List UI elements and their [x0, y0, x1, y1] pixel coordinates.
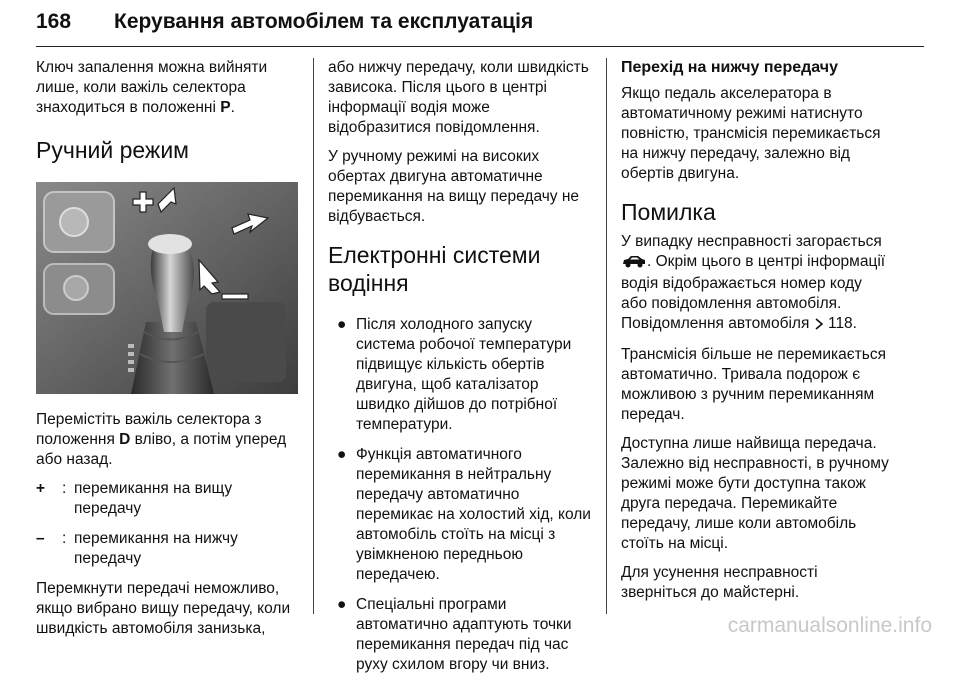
electronic-systems-list [328, 315, 592, 675]
downshift-definition: – : перемикання на нижчу передачу [36, 529, 300, 569]
kickdown-paragraph: Якщо педаль акселератора в автоматичному режимі натиснуто повністю, трансмісія перемикається на нижчу передачу, залежно від обертів двигуна. [621, 85, 881, 182]
high-rpm-paragraph: У ручному режимі на високих обертах двигуна автоматичне перемикання на вищу передачу не відбувається. [328, 148, 580, 225]
fault-paragraph: У випадку несправності загорається . Окрім цього в центрі інформації водія відображається номер коду або повідомлення автомобіля. Повідомлення автомобіля 118. [621, 232, 891, 336]
page-header [36, 6, 924, 47]
page-reference-icon [814, 316, 824, 336]
gear-selector-illustration [36, 182, 298, 394]
kickdown-heading: Перехід на нижчу передачу [621, 59, 838, 76]
plus-symbol: + [36, 480, 46, 497]
column-divider [313, 58, 314, 614]
list-item: ● Спеціальні програми автоматично адаптують точки перемикання передач під час руху схилом вгору чи вниз. [337, 596, 572, 673]
workshop-paragraph: Для усунення несправності зверніться до майстерні. [621, 564, 818, 601]
gear-selector-photo [36, 182, 298, 394]
column-right [621, 58, 891, 612]
downshift-text: перемикання на нижчу передачу [74, 530, 238, 567]
car-fault-icon [621, 254, 647, 274]
column-divider [606, 58, 607, 614]
fault-heading: Помилка [621, 199, 716, 225]
highest-gear-paragraph: Доступна лише найвища передача. Залежно від несправності, в ручному режимі може бути доступна також друга передача. Перемикайте передачу, лише коли автомобіль стоїть на місці. [621, 435, 889, 552]
page-number: 168 [36, 10, 72, 33]
column-left [36, 58, 300, 648]
minus-symbol: – [36, 530, 45, 547]
move-selector-paragraph: Перемістіть важіль селектора з положення D вліво, а потім уперед або назад. [36, 411, 287, 468]
list-item: ● Функція автоматичного перемикання в нейтральну передачу автоматично перемикає на холостий хід, коли автомобіль стоїть на місці з увімкненою передньою передачею. [337, 446, 591, 583]
column-middle [328, 58, 592, 685]
ignition-key-paragraph: Ключ запалення можна вийняти лише, коли важіль селектора знаходиться в положенні P. [36, 59, 268, 116]
upshift-definition: + : перемикання на вищу передачу [36, 479, 300, 519]
page-title: Керування автомобілем та експлуатація [114, 10, 534, 33]
list-item: ● Після холодного запуску система робочої температури підвищує кількість обертів двигуна, щоб каталізатор швидко дійшов до потрібної температури. [337, 316, 572, 433]
no-auto-shift-paragraph: Трансмісія більше не перемикається автоматично. Тривала подорож є можливою з ручним перемиканням передач. [621, 346, 886, 423]
shift-restriction-paragraph: Перемкнути передачі неможливо, якщо вибрано вищу передачу, коли швидкість автомобіля занизька, [36, 580, 291, 637]
shift-restriction-continued: або нижчу передачу, коли швидкість зависока. Після цього в центрі інформації водія може відобразитися повідомлення. [328, 59, 589, 136]
manual-mode-heading: Ручний режим [36, 137, 189, 163]
upshift-text: перемикання на вищу передачу [74, 480, 233, 517]
watermark: carmanualsonline.info [727, 614, 932, 637]
electronic-systems-heading: Електронні системи водіння [328, 242, 541, 296]
